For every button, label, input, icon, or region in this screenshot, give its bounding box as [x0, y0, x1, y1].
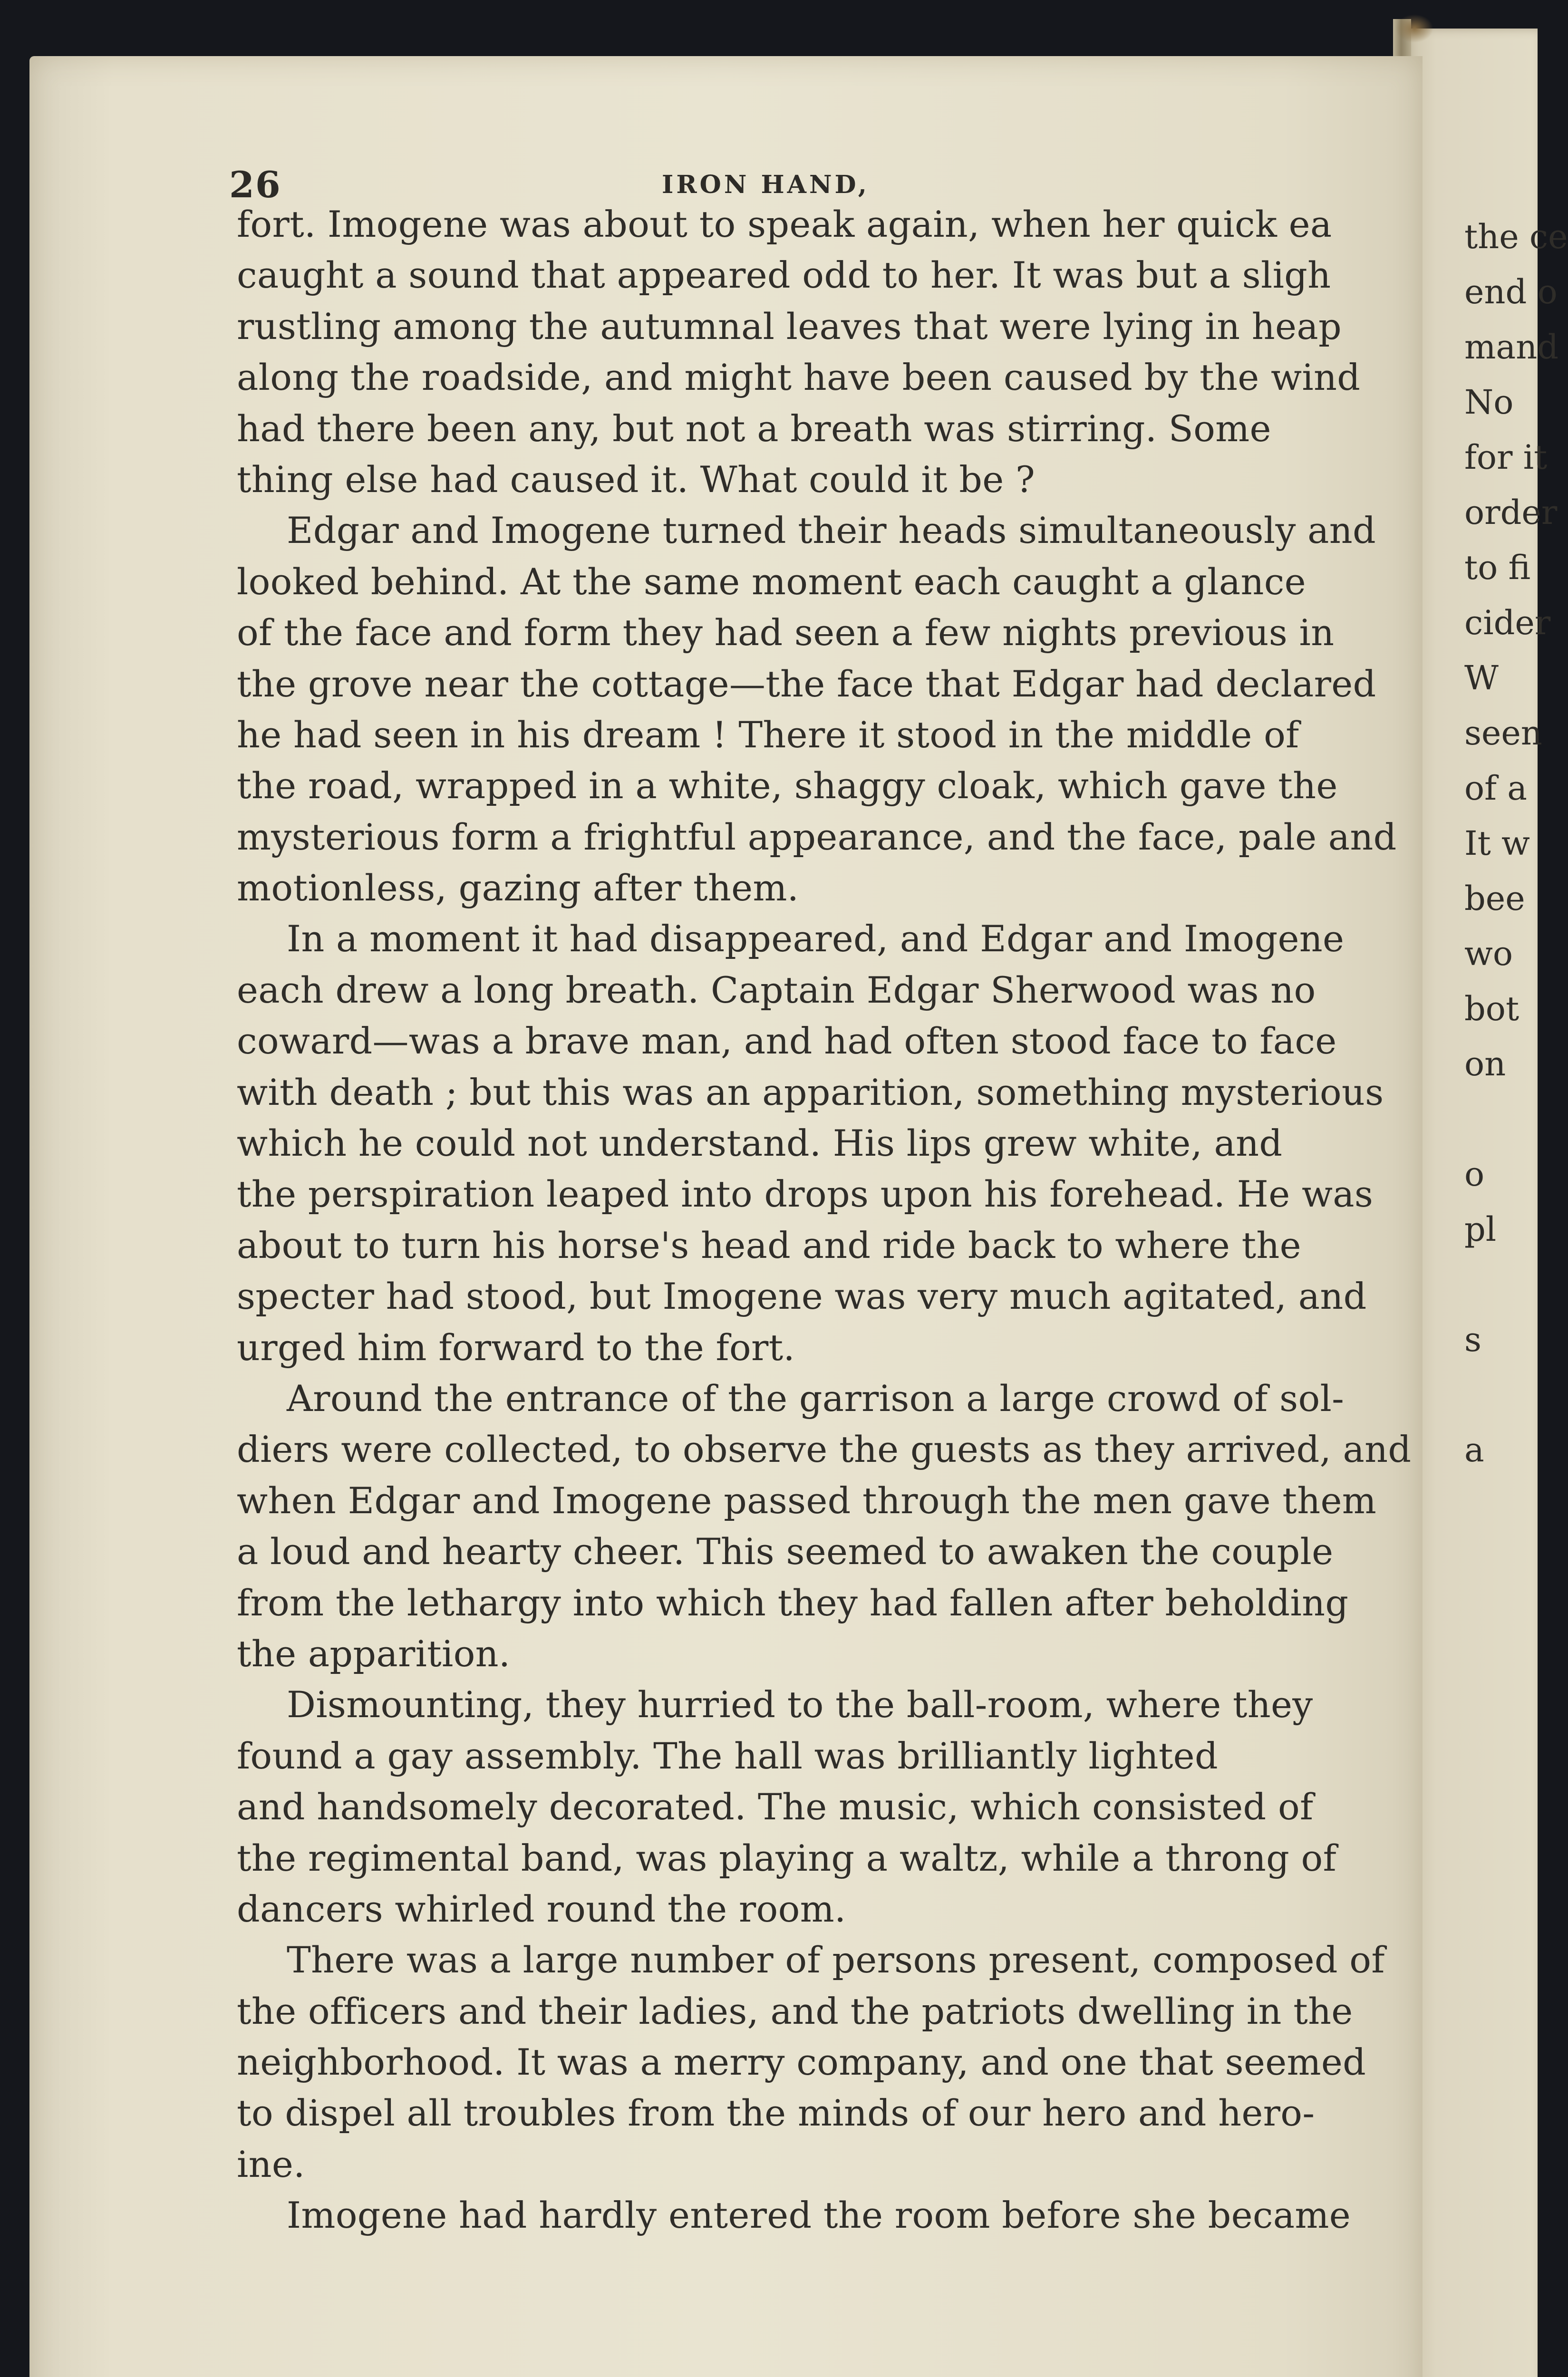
- page-stain: [1395, 14, 1433, 43]
- text-line: the apparition.: [237, 1632, 511, 1675]
- facing-text-fragment: bee: [1464, 879, 1525, 918]
- text-line: and handsomely decorated. The music, which consisted of: [237, 1786, 1314, 1828]
- facing-text-fragment: It w: [1464, 824, 1530, 863]
- text-line: the perspiration leaped into drops upon his forehead. He was: [237, 1173, 1374, 1216]
- facing-text-fragment: a: [1464, 1430, 1484, 1469]
- text-line: diers were collected, to observe the guests as they arrived, and: [237, 1428, 1412, 1471]
- facing-text-fragment: s: [1464, 1320, 1481, 1359]
- text-line: when Edgar and Imogene passed through the men gave them: [237, 1479, 1377, 1522]
- facing-text-fragment: the ce: [1464, 217, 1568, 256]
- page-number: 26: [229, 164, 281, 206]
- text-line: Dismounting, they hurried to the ball-room, where they: [287, 1683, 1313, 1726]
- text-line: urged him forward to the fort.: [237, 1326, 795, 1369]
- text-line: Edgar and Imogene turned their heads simultaneously and: [287, 509, 1376, 552]
- facing-text-fragment: of a: [1464, 769, 1528, 808]
- text-line: specter had stood, but Imogene was very much agitated, and: [237, 1275, 1367, 1318]
- facing-text-fragment: wo: [1464, 934, 1513, 973]
- facing-text-fragment: end o: [1464, 272, 1558, 311]
- facing-text-fragment: No: [1464, 383, 1514, 422]
- text-line: Imogene had hardly entered the room before she became: [287, 2194, 1351, 2237]
- facing-text-fragment: bot: [1464, 989, 1520, 1028]
- text-line: found a gay assembly. The hall was brilliantly lighted: [237, 1734, 1218, 1777]
- facing-text-fragment: order: [1464, 493, 1558, 532]
- text-line: about to turn his horse's head and ride back to where the: [237, 1224, 1301, 1266]
- facing-text-fragment: to fi: [1464, 548, 1531, 587]
- text-line: neighborhood. It was a merry company, and one that seemed: [237, 2041, 1366, 2084]
- text-line: the road, wrapped in a white, shaggy cloak, which gave the: [237, 764, 1338, 807]
- text-line: along the roadside, and might have been caused by the wind: [237, 356, 1361, 399]
- text-line: thing else had caused it. What could it be ?: [237, 458, 1036, 501]
- text-line: looked behind. At the same moment each caught a glance: [237, 560, 1306, 603]
- facing-text-fragment: [1464, 1092, 1538, 1147]
- facing-text-fragment: mand: [1464, 328, 1559, 367]
- text-line: the officers and their ladies, and the patriots dwelling in the: [237, 1990, 1353, 2032]
- text-line: dancers whirled round the room.: [237, 1887, 846, 1930]
- facing-text-fragment: [1464, 1367, 1538, 1422]
- text-line: from the lethargy into which they had fallen after beholding: [237, 1581, 1349, 1624]
- text-line: rustling among the autumnal leaves that were lying in heap: [237, 305, 1342, 348]
- body-text: [237, 199, 1454, 2241]
- facing-text-fragment: on: [1464, 1044, 1506, 1083]
- text-line: to dispel all troubles from the minds of our hero and hero-: [237, 2092, 1315, 2135]
- facing-text-fragment: for it: [1464, 438, 1548, 477]
- facing-text-fragment: cider: [1464, 603, 1551, 642]
- text-line: In a moment it had disappeared, and Edgar and Imogene: [287, 918, 1345, 960]
- text-line: motionless, gazing after them.: [237, 867, 799, 909]
- text-line: which he could not understand. His lips grew white, and: [237, 1122, 1283, 1165]
- running-title: IRON HAND,: [662, 170, 870, 199]
- text-line: had there been any, but not a breath was stirring. Some: [237, 407, 1271, 450]
- text-line: coward—was a brave man, and had often stood face to face: [237, 1020, 1337, 1063]
- text-line: the regimental band, was playing a waltz, while a throng of: [237, 1836, 1337, 1879]
- facing-text-fragment: o: [1464, 1155, 1485, 1194]
- text-line: with death ; but this was an apparition, something mysterious: [237, 1071, 1384, 1113]
- text-line: ine.: [237, 2143, 305, 2185]
- text-line: Around the entrance of the garrison a large crowd of sol-: [287, 1377, 1345, 1420]
- facing-text-fragment: [1464, 1257, 1538, 1312]
- text-line: a loud and hearty cheer. This seemed to awaken the couple: [237, 1530, 1334, 1573]
- text-line: the grove near the cottage—the face that Edgar had declared: [237, 662, 1376, 705]
- text-line: each drew a long breath. Captain Edgar Sherwood was no: [237, 968, 1316, 1011]
- text-line: he had seen in his dream ! There it stood in the middle of: [237, 713, 1299, 756]
- text-line: of the face and form they had seen a few nights previous in: [237, 611, 1335, 654]
- text-line: There was a large number of persons present, composed of: [287, 1939, 1385, 1981]
- facing-text-fragment: seen: [1464, 714, 1542, 753]
- text-line: caught a sound that appeared odd to her. It was but a sligh: [237, 254, 1331, 297]
- facing-text-fragment: pl: [1464, 1210, 1497, 1249]
- text-line: mysterious form a frightful appearance, and the face, pale and: [237, 815, 1397, 858]
- facing-text-fragment: W: [1464, 658, 1499, 697]
- facing-page-text: [1464, 209, 1568, 1478]
- text-line: fort. Imogene was about to speak again, when her quick ea: [237, 203, 1332, 245]
